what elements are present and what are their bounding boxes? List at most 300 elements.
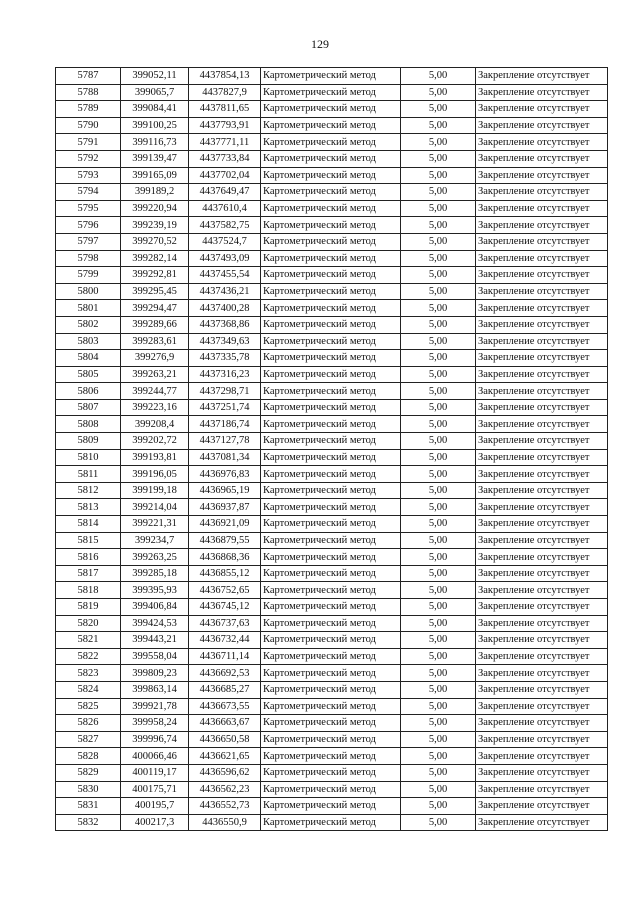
accuracy-cell: 5,00 [401,698,476,715]
y-coordinate-cell: 4437793,91 [189,117,261,134]
fixation-cell: Закрепление отсутствует [476,283,608,300]
x-coordinate-cell: 399263,25 [121,549,189,566]
method-cell: Картометрический метод [261,781,401,798]
fixation-cell: Закрепление отсутствует [476,350,608,367]
method-cell: Картометрический метод [261,632,401,649]
table-row [56,167,608,184]
point-number-cell: 5801 [56,300,121,317]
point-number-cell: 5792 [56,150,121,167]
table-row [56,316,608,333]
table-row [56,764,608,781]
method-cell: Картометрический метод [261,549,401,566]
method-cell: Картометрический метод [261,715,401,732]
accuracy-cell: 5,00 [401,433,476,450]
fixation-cell: Закрепление отсутствует [476,101,608,118]
x-coordinate-cell: 400195,7 [121,798,189,815]
y-coordinate-cell: 4437251,74 [189,399,261,416]
point-number-cell: 5825 [56,698,121,715]
table-row [56,532,608,549]
table-row [56,300,608,317]
y-coordinate-cell: 4436745,12 [189,599,261,616]
method-cell: Картометрический метод [261,84,401,101]
fixation-cell: Закрепление отсутствует [476,599,608,616]
x-coordinate-cell: 399052,11 [121,68,189,85]
x-coordinate-cell: 399244,77 [121,383,189,400]
table-row [56,333,608,350]
y-coordinate-cell: 4437400,28 [189,300,261,317]
y-coordinate-cell: 4436711,14 [189,648,261,665]
point-number-cell: 5827 [56,731,121,748]
x-coordinate-cell: 399223,16 [121,399,189,416]
point-number-cell: 5795 [56,200,121,217]
method-cell: Картометрический метод [261,798,401,815]
x-coordinate-cell: 399395,93 [121,582,189,599]
y-coordinate-cell: 4436562,23 [189,781,261,798]
fixation-cell: Закрепление отсутствует [476,449,608,466]
accuracy-cell: 5,00 [401,84,476,101]
point-number-cell: 5805 [56,366,121,383]
method-cell: Картометрический метод [261,532,401,549]
x-coordinate-cell: 400066,46 [121,748,189,765]
fixation-cell: Закрепление отсутствует [476,764,608,781]
x-coordinate-cell: 399220,94 [121,200,189,217]
coordinates-table [55,67,608,831]
accuracy-cell: 5,00 [401,466,476,483]
accuracy-cell: 5,00 [401,134,476,151]
accuracy-cell: 5,00 [401,117,476,134]
fixation-cell: Закрепление отсутствует [476,698,608,715]
x-coordinate-cell: 399193,81 [121,449,189,466]
point-number-cell: 5830 [56,781,121,798]
fixation-cell: Закрепление отсутствует [476,582,608,599]
x-coordinate-cell: 399282,14 [121,250,189,267]
table-row [56,466,608,483]
x-coordinate-cell: 400119,17 [121,764,189,781]
x-coordinate-cell: 399214,04 [121,499,189,516]
fixation-cell: Закрепление отсутствует [476,150,608,167]
table-row [56,101,608,118]
table-row [56,482,608,499]
accuracy-cell: 5,00 [401,416,476,433]
point-number-cell: 5790 [56,117,121,134]
point-number-cell: 5811 [56,466,121,483]
method-cell: Картометрический метод [261,150,401,167]
x-coordinate-cell: 399270,52 [121,233,189,250]
fixation-cell: Закрепление отсутствует [476,217,608,234]
accuracy-cell: 5,00 [401,350,476,367]
fixation-cell: Закрепление отсутствует [476,84,608,101]
accuracy-cell: 5,00 [401,200,476,217]
x-coordinate-cell: 399996,74 [121,731,189,748]
table-row [56,499,608,516]
fixation-cell: Закрепление отсутствует [476,250,608,267]
x-coordinate-cell: 399208,4 [121,416,189,433]
accuracy-cell: 5,00 [401,184,476,201]
point-number-cell: 5791 [56,134,121,151]
method-cell: Картометрический метод [261,466,401,483]
fixation-cell: Закрепление отсутствует [476,499,608,516]
fixation-cell: Закрепление отсутствует [476,134,608,151]
accuracy-cell: 5,00 [401,68,476,85]
point-number-cell: 5822 [56,648,121,665]
table-row [56,233,608,250]
y-coordinate-cell: 4437127,78 [189,433,261,450]
fixation-cell: Закрепление отсутствует [476,433,608,450]
table-row [56,84,608,101]
fixation-cell: Закрепление отсутствует [476,233,608,250]
table-row [56,416,608,433]
point-number-cell: 5799 [56,267,121,284]
x-coordinate-cell: 399165,09 [121,167,189,184]
method-cell: Картометрический метод [261,698,401,715]
method-cell: Картометрический метод [261,748,401,765]
y-coordinate-cell: 4437702,04 [189,167,261,184]
y-coordinate-cell: 4436685,27 [189,681,261,698]
table-row [56,731,608,748]
method-cell: Картометрический метод [261,499,401,516]
point-number-cell: 5787 [56,68,121,85]
fixation-cell: Закрепление отсутствует [476,731,608,748]
method-cell: Картометрический метод [261,764,401,781]
x-coordinate-cell: 399294,47 [121,300,189,317]
x-coordinate-cell: 399084,41 [121,101,189,118]
y-coordinate-cell: 4436737,63 [189,615,261,632]
fixation-cell: Закрепление отсутствует [476,316,608,333]
table-row [56,200,608,217]
table-row [56,449,608,466]
x-coordinate-cell: 399292,81 [121,267,189,284]
x-coordinate-cell: 399295,45 [121,283,189,300]
accuracy-cell: 5,00 [401,798,476,815]
table-row [56,283,608,300]
point-number-cell: 5818 [56,582,121,599]
point-number-cell: 5788 [56,84,121,101]
accuracy-cell: 5,00 [401,449,476,466]
accuracy-cell: 5,00 [401,366,476,383]
table-row [56,217,608,234]
y-coordinate-cell: 4437733,84 [189,150,261,167]
coordinates-table-body [56,68,608,831]
fixation-cell: Закрепление отсутствует [476,532,608,549]
method-cell: Картометрический метод [261,416,401,433]
point-number-cell: 5814 [56,516,121,533]
accuracy-cell: 5,00 [401,715,476,732]
point-number-cell: 5824 [56,681,121,698]
accuracy-cell: 5,00 [401,233,476,250]
point-number-cell: 5816 [56,549,121,566]
y-coordinate-cell: 4437349,63 [189,333,261,350]
y-coordinate-cell: 4436976,83 [189,466,261,483]
table-row [56,582,608,599]
x-coordinate-cell: 399285,18 [121,565,189,582]
table-row [56,565,608,582]
method-cell: Картометрический метод [261,565,401,582]
method-cell: Картометрический метод [261,516,401,533]
method-cell: Картометрический метод [261,333,401,350]
point-number-cell: 5797 [56,233,121,250]
y-coordinate-cell: 4436965,19 [189,482,261,499]
y-coordinate-cell: 4437582,75 [189,217,261,234]
x-coordinate-cell: 400217,3 [121,814,189,831]
x-coordinate-cell: 399196,05 [121,466,189,483]
method-cell: Картометрический метод [261,267,401,284]
table-row [56,383,608,400]
point-number-cell: 5815 [56,532,121,549]
y-coordinate-cell: 4436879,55 [189,532,261,549]
fixation-cell: Закрепление отсутствует [476,117,608,134]
fixation-cell: Закрепление отсутствует [476,399,608,416]
x-coordinate-cell: 399100,25 [121,117,189,134]
x-coordinate-cell: 399189,2 [121,184,189,201]
point-number-cell: 5810 [56,449,121,466]
method-cell: Картометрический метод [261,117,401,134]
table-row [56,549,608,566]
y-coordinate-cell: 4436552,73 [189,798,261,815]
table-row [56,134,608,151]
table-row [56,665,608,682]
y-coordinate-cell: 4437811,65 [189,101,261,118]
accuracy-cell: 5,00 [401,267,476,284]
table-row [56,433,608,450]
x-coordinate-cell: 399921,78 [121,698,189,715]
accuracy-cell: 5,00 [401,217,476,234]
method-cell: Картометрический метод [261,582,401,599]
point-number-cell: 5789 [56,101,121,118]
x-coordinate-cell: 399283,61 [121,333,189,350]
method-cell: Картометрический метод [261,101,401,118]
point-number-cell: 5807 [56,399,121,416]
fixation-cell: Закрепление отсутствует [476,615,608,632]
y-coordinate-cell: 4437493,09 [189,250,261,267]
accuracy-cell: 5,00 [401,333,476,350]
fixation-cell: Закрепление отсутствует [476,565,608,582]
fixation-cell: Закрепление отсутствует [476,814,608,831]
x-coordinate-cell: 399406,84 [121,599,189,616]
point-number-cell: 5796 [56,217,121,234]
fixation-cell: Закрепление отсутствует [476,681,608,698]
y-coordinate-cell: 4436673,55 [189,698,261,715]
method-cell: Картометрический метод [261,316,401,333]
accuracy-cell: 5,00 [401,781,476,798]
accuracy-cell: 5,00 [401,316,476,333]
table-row [56,68,608,85]
point-number-cell: 5832 [56,814,121,831]
accuracy-cell: 5,00 [401,599,476,616]
table-row [56,698,608,715]
y-coordinate-cell: 4436921,09 [189,516,261,533]
point-number-cell: 5793 [56,167,121,184]
y-coordinate-cell: 4437649,47 [189,184,261,201]
y-coordinate-cell: 4436855,12 [189,565,261,582]
table-row [56,150,608,167]
method-cell: Картометрический метод [261,814,401,831]
fixation-cell: Закрепление отсутствует [476,482,608,499]
x-coordinate-cell: 399202,72 [121,433,189,450]
y-coordinate-cell: 4436663,67 [189,715,261,732]
table-row [56,366,608,383]
accuracy-cell: 5,00 [401,632,476,649]
method-cell: Картометрический метод [261,449,401,466]
point-number-cell: 5813 [56,499,121,516]
accuracy-cell: 5,00 [401,516,476,533]
y-coordinate-cell: 4437610,4 [189,200,261,217]
method-cell: Картометрический метод [261,599,401,616]
accuracy-cell: 5,00 [401,383,476,400]
method-cell: Картометрический метод [261,233,401,250]
table-row [56,267,608,284]
accuracy-cell: 5,00 [401,250,476,267]
x-coordinate-cell: 399234,7 [121,532,189,549]
y-coordinate-cell: 4436868,36 [189,549,261,566]
table-row [56,184,608,201]
table-row [56,350,608,367]
table-row [56,781,608,798]
point-number-cell: 5804 [56,350,121,367]
method-cell: Картометрический метод [261,200,401,217]
accuracy-cell: 5,00 [401,150,476,167]
table-row [56,814,608,831]
method-cell: Картометрический метод [261,68,401,85]
point-number-cell: 5809 [56,433,121,450]
x-coordinate-cell: 399443,21 [121,632,189,649]
y-coordinate-cell: 4436550,9 [189,814,261,831]
method-cell: Картометрический метод [261,350,401,367]
fixation-cell: Закрепление отсутствует [476,300,608,317]
point-number-cell: 5828 [56,748,121,765]
point-number-cell: 5826 [56,715,121,732]
x-coordinate-cell: 400175,71 [121,781,189,798]
x-coordinate-cell: 399239,19 [121,217,189,234]
y-coordinate-cell: 4436650,58 [189,731,261,748]
point-number-cell: 5823 [56,665,121,682]
point-number-cell: 5821 [56,632,121,649]
method-cell: Картометрический метод [261,482,401,499]
point-number-cell: 5806 [56,383,121,400]
fixation-cell: Закрепление отсутствует [476,798,608,815]
y-coordinate-cell: 4437436,21 [189,283,261,300]
accuracy-cell: 5,00 [401,582,476,599]
method-cell: Картометрический метод [261,250,401,267]
accuracy-cell: 5,00 [401,565,476,582]
accuracy-cell: 5,00 [401,814,476,831]
method-cell: Картометрический метод [261,681,401,698]
y-coordinate-cell: 4437335,78 [189,350,261,367]
method-cell: Картометрический метод [261,184,401,201]
fixation-cell: Закрепление отсутствует [476,549,608,566]
fixation-cell: Закрепление отсутствует [476,715,608,732]
fixation-cell: Закрепление отсутствует [476,466,608,483]
method-cell: Картометрический метод [261,383,401,400]
point-number-cell: 5800 [56,283,121,300]
method-cell: Картометрический метод [261,399,401,416]
accuracy-cell: 5,00 [401,482,476,499]
table-row [56,599,608,616]
fixation-cell: Закрепление отсутствует [476,184,608,201]
point-number-cell: 5820 [56,615,121,632]
method-cell: Картометрический метод [261,665,401,682]
y-coordinate-cell: 4437081,34 [189,449,261,466]
y-coordinate-cell: 4437827,9 [189,84,261,101]
x-coordinate-cell: 399116,73 [121,134,189,151]
method-cell: Картометрический метод [261,283,401,300]
accuracy-cell: 5,00 [401,764,476,781]
table-row [56,615,608,632]
accuracy-cell: 5,00 [401,300,476,317]
y-coordinate-cell: 4436732,44 [189,632,261,649]
x-coordinate-cell: 399958,24 [121,715,189,732]
method-cell: Картометрический метод [261,648,401,665]
x-coordinate-cell: 399065,7 [121,84,189,101]
table-row [56,715,608,732]
fixation-cell: Закрепление отсутствует [476,267,608,284]
y-coordinate-cell: 4437854,13 [189,68,261,85]
y-coordinate-cell: 4437455,54 [189,267,261,284]
fixation-cell: Закрепление отсутствует [476,648,608,665]
fixation-cell: Закрепление отсутствует [476,632,608,649]
method-cell: Картометрический метод [261,731,401,748]
method-cell: Картометрический метод [261,300,401,317]
x-coordinate-cell: 399863,14 [121,681,189,698]
point-number-cell: 5808 [56,416,121,433]
accuracy-cell: 5,00 [401,748,476,765]
point-number-cell: 5798 [56,250,121,267]
accuracy-cell: 5,00 [401,499,476,516]
x-coordinate-cell: 399424,53 [121,615,189,632]
y-coordinate-cell: 4437524,7 [189,233,261,250]
point-number-cell: 5817 [56,565,121,582]
accuracy-cell: 5,00 [401,665,476,682]
table-row [56,632,608,649]
x-coordinate-cell: 399139,47 [121,150,189,167]
method-cell: Картометрический метод [261,433,401,450]
method-cell: Картометрический метод [261,366,401,383]
y-coordinate-cell: 4436621,65 [189,748,261,765]
y-coordinate-cell: 4436752,65 [189,582,261,599]
fixation-cell: Закрепление отсутствует [476,781,608,798]
table-row [56,117,608,134]
fixation-cell: Закрепление отсутствует [476,748,608,765]
x-coordinate-cell: 399558,04 [121,648,189,665]
fixation-cell: Закрепление отсутствует [476,200,608,217]
point-number-cell: 5803 [56,333,121,350]
page-number: 129 [311,37,329,51]
fixation-cell: Закрепление отсутствует [476,333,608,350]
fixation-cell: Закрепление отсутствует [476,665,608,682]
method-cell: Картометрический метод [261,217,401,234]
point-number-cell: 5794 [56,184,121,201]
fixation-cell: Закрепление отсутствует [476,416,608,433]
table-row [56,681,608,698]
accuracy-cell: 5,00 [401,167,476,184]
y-coordinate-cell: 4437298,71 [189,383,261,400]
x-coordinate-cell: 399221,31 [121,516,189,533]
accuracy-cell: 5,00 [401,648,476,665]
accuracy-cell: 5,00 [401,615,476,632]
y-coordinate-cell: 4436692,53 [189,665,261,682]
x-coordinate-cell: 399199,18 [121,482,189,499]
accuracy-cell: 5,00 [401,283,476,300]
x-coordinate-cell: 399809,23 [121,665,189,682]
fixation-cell: Закрепление отсутствует [476,516,608,533]
accuracy-cell: 5,00 [401,532,476,549]
table-row [56,748,608,765]
accuracy-cell: 5,00 [401,399,476,416]
x-coordinate-cell: 399276,9 [121,350,189,367]
y-coordinate-cell: 4436937,87 [189,499,261,516]
table-row [56,250,608,267]
accuracy-cell: 5,00 [401,549,476,566]
x-coordinate-cell: 399289,66 [121,316,189,333]
